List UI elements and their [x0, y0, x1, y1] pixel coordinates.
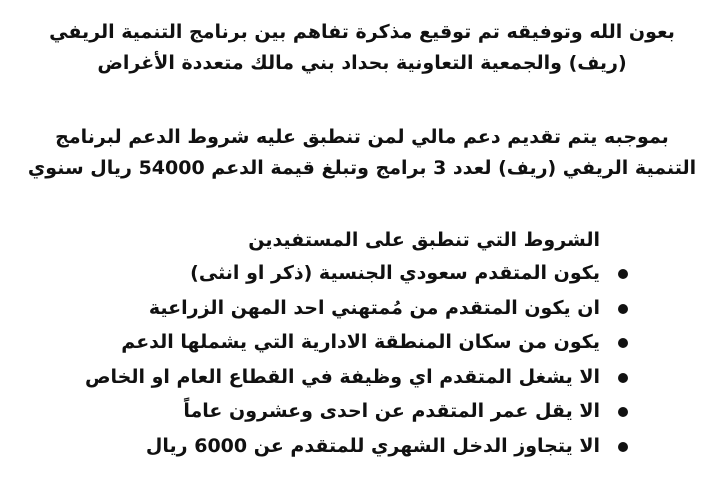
- bullet-icon: [618, 304, 628, 314]
- intro-line-2: (ريف) والجمعية التعاونية بحداد بني مالك متعددة الأغراض: [97, 52, 627, 74]
- condition-item: [85, 432, 628, 467]
- condition-item: [85, 294, 628, 329]
- condition-item: [85, 328, 628, 363]
- condition-item: [85, 259, 628, 294]
- intro-paragraph: [20, 17, 704, 79]
- condition-text: الا يقل عمر المتقدم عن احدى وعشرون عاماً: [183, 400, 600, 422]
- bullet-icon: [618, 407, 628, 417]
- bullet-icon: [618, 442, 628, 452]
- conditions-list: [85, 259, 628, 466]
- conditions-title: الشروط التي تنطبق على المستفيدين: [248, 229, 600, 251]
- bullet-icon: [618, 338, 628, 348]
- bullet-icon: [618, 373, 628, 383]
- condition-text: الا يتجاوز الدخل الشهري للمتقدم عن 6000 ريال: [145, 434, 600, 457]
- condition-item: [85, 363, 628, 398]
- support-paragraph: [20, 122, 704, 184]
- support-line-1: بموجبه يتم تقديم دعم مالي لمن تنطبق عليه شروط الدعم لبرنامج: [55, 126, 669, 148]
- bullet-icon: [618, 269, 628, 279]
- condition-text: يكون من سكان المنطقة الادارية التي يشملها الدعم: [121, 331, 600, 353]
- condition-text: الا يشغل المتقدم اي وظيفة في القطاع العام او الخاص: [84, 365, 600, 388]
- condition-text: يكون المتقدم سعودي الجنسية (ذكر او انثى): [190, 262, 600, 284]
- condition-text: ان يكون المتقدم من مُمتهني احد المهن الزراعية: [148, 296, 600, 319]
- condition-item: [85, 397, 628, 432]
- support-line-2: التنمية الريفي (ريف) لعدد 3 برامج وتبلغ قيمة الدعم 54000 ريال سنوي: [27, 157, 697, 179]
- intro-line-1: بعون الله وتوفيقه تم توقيع مذكرة تفاهم بين برنامج التنمية الريفي: [49, 21, 675, 43]
